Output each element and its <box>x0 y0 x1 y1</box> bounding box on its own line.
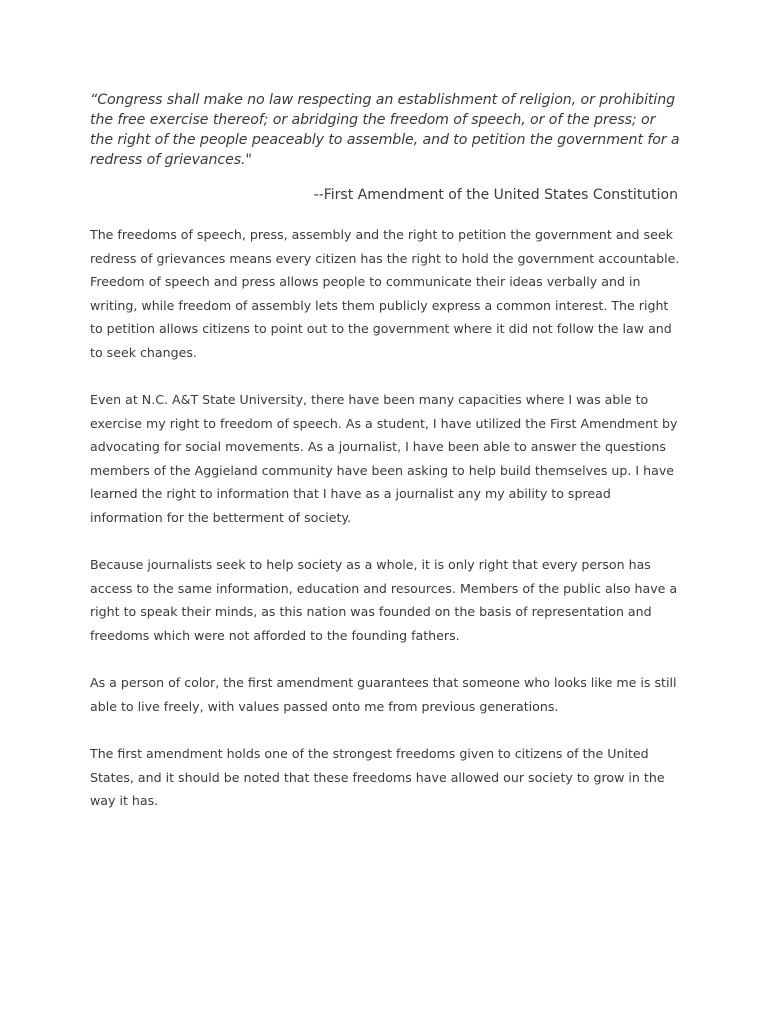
quote-attribution: --First Amendment of the United States Constitution <box>313 187 678 203</box>
paragraph-3: Because journalists seek to help society as a whole, it is only right that every person has access to the same information, education and resources. Members of the public also have a right to speak their minds, as this nation was founded on the basis of representation and freedoms which were not afforded to the founding fathers. <box>90 557 678 643</box>
paragraph-5: The first amendment holds one of the strongest freedoms given to citizens of the United States, and it should be noted that these freedoms have allowed our society to grow in the way it has. <box>90 746 665 808</box>
block-quote: “Congress shall make no law respecting an establishment of religion, or prohibiting the free exercise thereof; or abridging the freedom of speech, or of the press; or the right of the people peaceably to assemble, and to petition the government for a redress of grievances." <box>90 92 680 168</box>
paragraph-4: As a person of color, the first amendment guarantees that someone who looks like me is still able to live freely, with values passed onto me from previous generations. <box>90 675 677 714</box>
paragraph-1: The freedoms of speech, press, assembly and the right to petition the government and seek redress of grievances means every citizen has the right to hold the government accountable. Freedom of speech and press allows people to communicate their ideas verbally and in writing, while freedom of assembly lets them publicly express a common interest. The right to petition allows citizens to point out to the government where it did not follow the law and to seek changes. <box>90 227 680 360</box>
document-body <box>90 223 680 813</box>
paragraph-2: Even at N.C. A&T State University, there have been many capacities where I was able to exercise my right to freedom of speech. As a student, I have utilized the First Amendment by advocating for social movements. As a journalist, I have been able to answer the questions members of the Aggieland community have been asking to help build themselves up. I have learned the right to information that I have as a journalist any my ability to spread information for the betterment of society. <box>90 392 678 525</box>
document-page <box>90 90 680 813</box>
